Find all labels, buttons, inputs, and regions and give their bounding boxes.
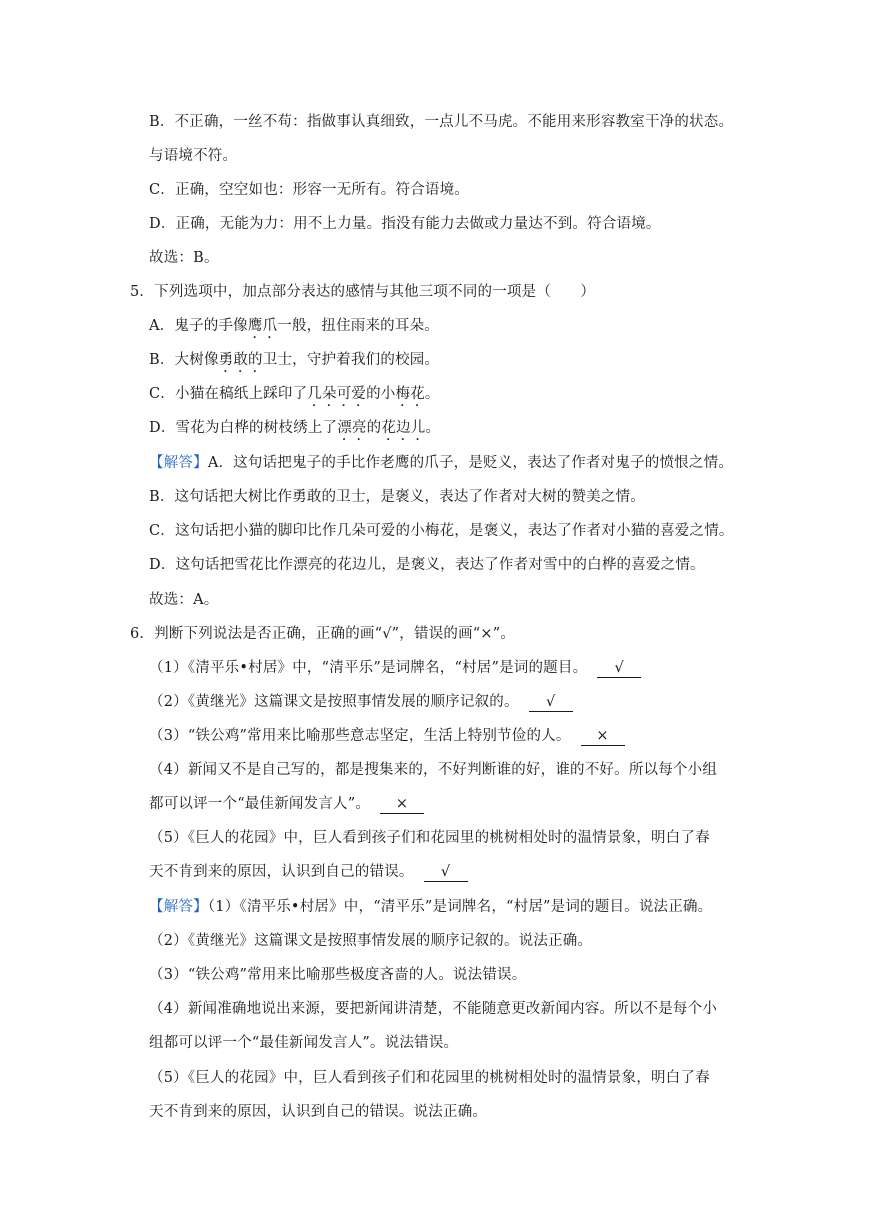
q5-answer-c: C．这句话把小猫的脚印比作几朵可爱的小梅花，是褒义，表达了作者对小猫的喜爱之情。	[149, 523, 734, 539]
q6-item-3: （3）“铁公鸡”常用来比喻那些意志坚定，生活上特别节俭的人。 ×	[149, 726, 625, 746]
q5-choice: 故选：A。	[149, 592, 219, 608]
q6-answer-3: （3）“铁公鸡”常用来比喻那些极度吝啬的人。说法错误。	[149, 967, 527, 983]
q5-answer-b: B．这句话把大树比作勇敢的卫士，是褒义，表达了作者对大树的赞美之情。	[149, 489, 645, 505]
q6-item-4: （4）新闻又不是自己写的，都是搜集来的，不好判断谁的好，谁的不好。所以每个小组	[149, 762, 718, 778]
q5-option-a: A．鬼子的手像鹰爪一般，扭住雨来的耳朵。	[149, 318, 439, 334]
q6-stem: 6．判断下列说法是否正确，正确的画“√”，错误的画“×”。	[130, 626, 516, 642]
q6-item-2: （2）《黄继光》这篇课文是按照事情发展的顺序记叙的。 √	[149, 692, 573, 712]
emphasized-text: 梅花	[395, 386, 425, 402]
q6-answer-5: （5）《巨人的花园》中，巨人看到孩子们和花园里的桃树相处时的温情景象，明白了春	[149, 1070, 710, 1086]
q6-answer-2: （2）《黄继光》这篇课文是按照事情发展的顺序记叙的。说法正确。	[149, 933, 593, 949]
q5-option-d: D．雪花为白桦的树枝绣上了漂亮的花边儿。	[149, 420, 441, 436]
emphasized-text: 鹰爪	[247, 318, 278, 334]
q5-answer-a: 【解答】A．这句话把鬼子的手比作老鹰的爪子，是贬义，表达了作者对鬼子的愤恨之情。	[149, 455, 733, 471]
q4-option-c-explanation: C．正确，空空如也：形容一无所有。符合语境。	[149, 182, 469, 198]
q6-answer-4-cont: 组都可以评一个“最佳新闻发言人”。说法错误。	[149, 1035, 459, 1051]
answer-tag: 【解答】	[149, 899, 208, 915]
q5-option-b: B．大树像勇敢的卫士，守护着我们的校园。	[149, 352, 440, 368]
q6-item-1: （1）《清平乐•村居》中，“清平乐”是词牌名，“村居”是词的题目。 √	[149, 658, 641, 678]
q4-choice: 故选：B。	[149, 250, 219, 266]
q5-answer-d: D．这句话把雪花比作漂亮的花边儿，是褒义，表达了作者对雪中的白桦的喜爱之情。	[149, 557, 705, 573]
answer-blank: √	[597, 659, 641, 678]
emphasized-text: 漂亮	[337, 420, 367, 436]
q5-stem: 5．下列选项中，加点部分表达的感情与其他三项不同的一项是（ ）	[130, 284, 596, 300]
q6-answer-5-cont: 天不肯到来的原因，认识到自己的错误。说法正确。	[149, 1104, 488, 1120]
answer-blank: √	[424, 863, 468, 882]
q6-answer-1: 【解答】（1）《清平乐•村居》中，“清平乐”是词牌名，“村居”是词的题目。说法正确。	[149, 899, 713, 915]
answer-tag: 【解答】	[149, 455, 208, 471]
q4-option-d-explanation: D．正确，无能为力：用不上力量。指没有能力去做或力量达不到。符合语境。	[149, 216, 661, 232]
answer-blank: ×	[581, 727, 625, 746]
q4-option-b-explanation-cont: 与语境不符。	[149, 148, 238, 164]
q6-item-5: （5）《巨人的花园》中，巨人看到孩子们和花园里的桃树相处时的温情景象，明白了春	[149, 830, 710, 846]
emphasized-text: 勇敢的	[218, 352, 263, 368]
emphasized-text: 花边儿	[381, 420, 426, 436]
answer-blank: ×	[380, 795, 424, 814]
q6-answer-4: （4）新闻准确地说出来源，要把新闻讲清楚，不能随意更改新闻内容。所以不是每个小	[149, 1001, 718, 1017]
q6-item-4-cont: 都可以评一个“最佳新闻发言人”。 ×	[149, 794, 424, 814]
q6-item-5-cont: 天不肯到来的原因，认识到自己的错误。 √	[149, 862, 468, 882]
q4-option-b-explanation: B．不正确，一丝不苟：指做事认真细致，一点儿不马虎。不能用来形容教室干净的状态。	[149, 114, 734, 130]
answer-blank: √	[529, 693, 573, 712]
q5-option-c: C．小猫在稿纸上踩印了几朵可爱的小梅花。	[149, 386, 440, 402]
emphasized-text: 几朵可爱	[307, 386, 367, 402]
